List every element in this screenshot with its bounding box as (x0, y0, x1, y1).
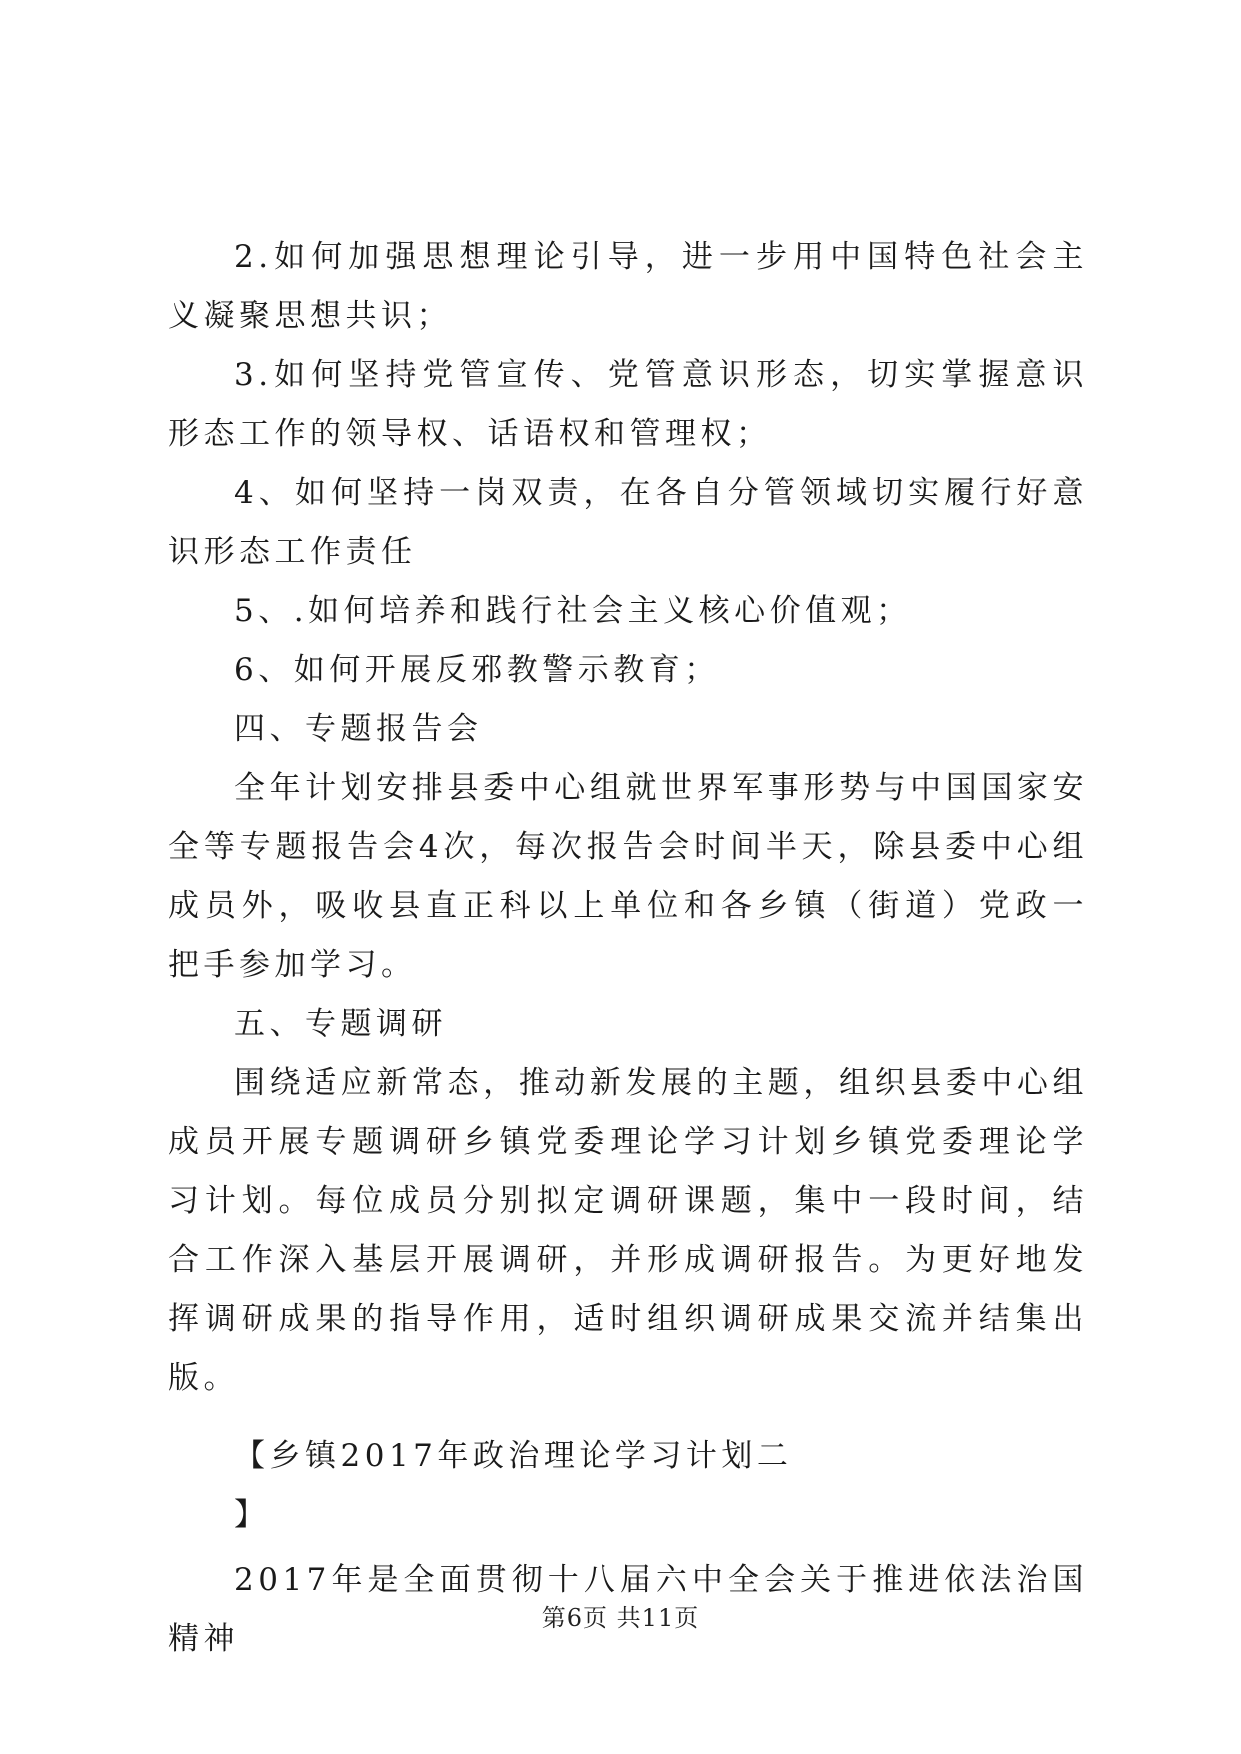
paragraph-item-5: 5、.如何培养和践行社会主义核心价值观； (234, 593, 912, 629)
page-number: 第6页 共11页 (541, 1604, 700, 1632)
paragraph-item-3: 3.如何坚持党管宣传、党管意识形态，切实掌握意识形态工作的领导权、话语权和管理权； (168, 357, 1088, 452)
paragraph-report-plan: 全年计划安排县委中心组就世界军事形势与中国国家安全等专题报告会4次，每次报告会时间半天，除县委中心组成员外，吸收县直正科以上单位和各乡镇（街道）党政一把手参加学习。 (168, 770, 1088, 983)
paragraph-item-4: 4、如何坚持一岗双责，在各自分管领域切实履行好意识形态工作责任 (168, 475, 1088, 570)
document-body (168, 228, 1088, 1669)
section-heading-research: 五、专题调研 (234, 1006, 447, 1042)
plan-two-title: 【乡镇2017年政治理论学习计划二 (234, 1438, 793, 1474)
section-heading-report: 四、专题报告会 (234, 711, 483, 747)
plan-two-title-bracket: 】 (234, 1497, 270, 1533)
paragraph-2017-intro: 2017年是全面贯彻十八届六中全会关于推进依法治国精神 (168, 1562, 1088, 1657)
paragraph-research-plan: 围绕适应新常态，推动新发展的主题，组织县委中心组成员开展专题调研乡镇党委理论学习计划乡镇党委理论学习计划。每位成员分别拟定调研课题，集中一段时间，结合工作深入基层开展调研，并形成调研报告。为更好地发挥调研成果的指导作用，适时组织调研成果交流并结集出版。 (168, 1065, 1088, 1396)
paragraph-item-6: 6、如何开展反邪教警示教育； (234, 652, 720, 688)
paragraph-item-2: 2.如何加强思想理论引导，进一步用中国特色社会主义凝聚思想共识； (168, 239, 1088, 334)
